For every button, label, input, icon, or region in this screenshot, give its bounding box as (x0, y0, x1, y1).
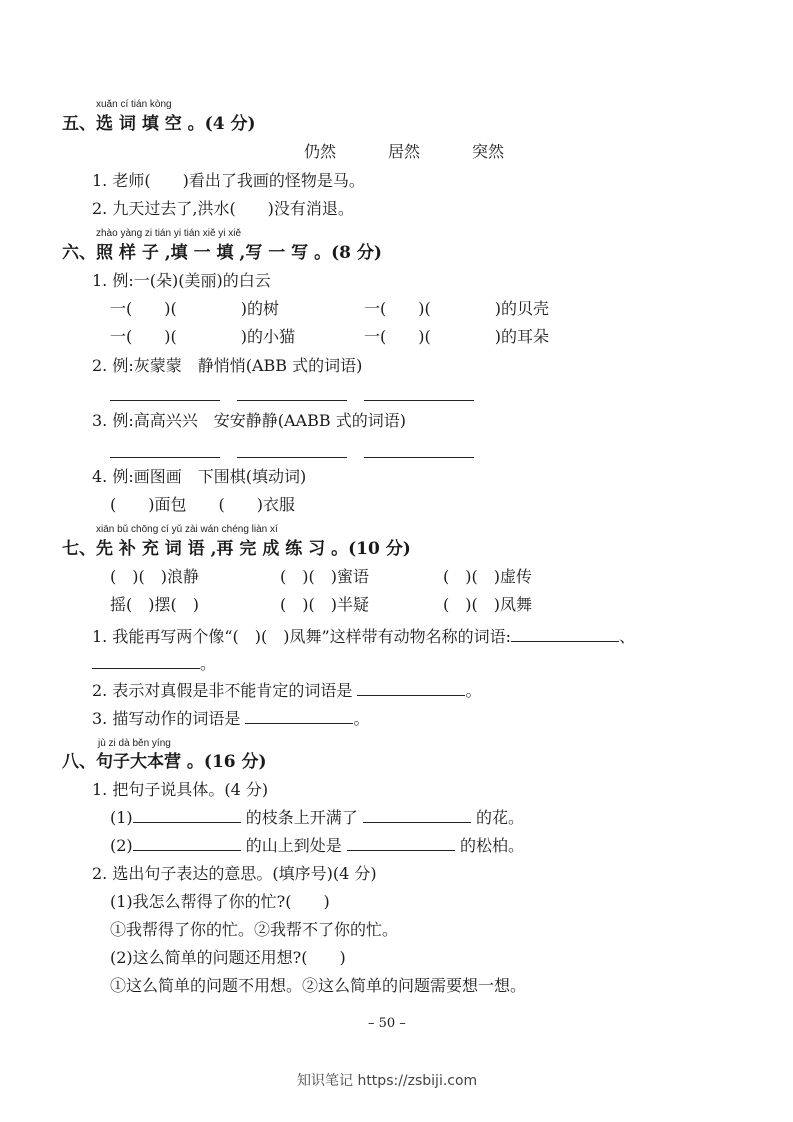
s7-title: 七、先 补 充 词 语 ,再 完 成 练 习 。(10 分) (62, 539, 411, 559)
s8-q1a (110, 808, 524, 828)
s8-q1b-blank-2[interactable] (347, 836, 455, 851)
s6-row1a: 一( )( )的树 (110, 299, 279, 318)
s5-q1: 1. 老师( )看出了我画的怪物是马。 (92, 171, 365, 190)
s7-q1-blank-2[interactable] (92, 654, 200, 669)
s7-q3-blank[interactable] (245, 709, 353, 724)
s7-q2-blank[interactable] (357, 681, 465, 696)
s7-q3-text: 3. 描写动作的词语是 (92, 709, 241, 728)
s7-q2 (92, 681, 481, 701)
s8-q1: 1. 把句子说具体。(4 分) (92, 780, 269, 799)
s7-q1-end: 。 (200, 654, 217, 673)
s7-q1-blank-1[interactable] (511, 627, 619, 642)
s8-q1a-pre: (1) (110, 808, 133, 827)
s8-pinyin: jù zi dà běn yíng (98, 738, 171, 749)
s6-row2b: 一( )( )的耳朵 (364, 327, 549, 346)
s5-option-2: 居然 (388, 142, 421, 161)
s8-q2b: (2)这么简单的问题还用想?( ) (110, 948, 346, 967)
s6-pinyin: zhào yàng zi tián yi tián xiě yi xiě (96, 228, 242, 239)
s5-title: 五、选 词 填 空 。(4 分) (62, 114, 256, 134)
s6-q3-answer-line-1[interactable] (110, 457, 220, 458)
s8-q2b-options: ①这么简单的问题不用想。②这么简单的问题需要想一想。 (110, 976, 527, 995)
s5-option-3: 突然 (472, 142, 505, 161)
s8-q1b-mid: 的山上到处是 (245, 836, 342, 855)
s5-option-1: 仍然 (304, 142, 337, 161)
s6-row1b: 一( )( )的贝壳 (364, 299, 549, 318)
s7-q2-end: 。 (465, 681, 482, 700)
s8-q1b-end: 的松柏。 (459, 836, 524, 855)
s6-q4-example: 4. 例:画图画 下围棋(填动词) (92, 467, 307, 486)
s6-q4-row: ( )面包 ( )衣服 (110, 495, 295, 514)
s8-q1b-pre: (2) (110, 836, 133, 855)
s6-q2-answer-line-3[interactable] (364, 400, 474, 401)
s6-q3-example: 3. 例:高高兴兴 安安静静(AABB 式的词语) (92, 411, 406, 430)
s7-q2-text: 2. 表示对真假是非不能肯定的词语是 (92, 681, 353, 700)
s8-q2a-options: ①我帮得了你的忙。②我帮不了你的忙。 (110, 920, 399, 939)
s8-q1a-blank-2[interactable] (363, 808, 471, 823)
s7-q1-text: 1. 我能再写两个像“( )( )凤舞”这样带有动物名称的词语: (92, 627, 512, 646)
s6-row2a: 一( )( )的小猫 (110, 327, 295, 346)
page-number: – 50 – (368, 1016, 406, 1031)
s7-word-r2-1: 摇( )摆( ) (110, 595, 199, 614)
s6-q2-answer-line-1[interactable] (110, 400, 220, 401)
s6-q3-answer-line-2[interactable] (237, 457, 347, 458)
s7-q1 (92, 627, 635, 647)
s8-q2: 2. 选出句子表达的意思。(填序号)(4 分) (92, 864, 377, 883)
s8-q1a-end: 的花。 (475, 808, 524, 827)
s5-pinyin: xuǎn cí tián kòng (96, 99, 172, 110)
s7-q3-end: 。 (353, 709, 370, 728)
s7-word-r2-2: ( )( )半疑 (280, 595, 369, 614)
s7-q1-sep: 、 (619, 627, 636, 646)
s7-word-r1-2: ( )( )蜜语 (280, 567, 369, 586)
s7-word-r1-3: ( )( )虚传 (443, 567, 532, 586)
s8-q2a: (1)我怎么帮得了你的忙?( ) (110, 892, 330, 911)
s8-q1a-mid: 的枝条上开满了 (245, 808, 358, 827)
s6-q2-example: 2. 例:灰蒙蒙 静悄悄(ABB 式的词语) (92, 356, 363, 375)
s5-q2: 2. 九天过去了,洪水( )没有消退。 (92, 199, 354, 218)
s7-q3 (92, 709, 369, 729)
s7-q1-cont (92, 654, 216, 674)
watermark-footer: 知识笔记 https://zsbiji.com (297, 1073, 478, 1089)
s6-q2-answer-line-2[interactable] (237, 400, 347, 401)
s6-q3-answer-line-3[interactable] (364, 457, 474, 458)
s8-q1b-blank-1[interactable] (133, 836, 241, 851)
s8-q1b (110, 836, 524, 856)
s8-title: 八、句子大本营 。(16 分) (62, 752, 267, 772)
s7-pinyin: xiān bǔ chōng cí yǔ zài wán chéng liàn xí (96, 524, 278, 535)
s7-word-r2-3: ( )( )凤舞 (443, 595, 532, 614)
s6-q1-example: 1. 例:一(朵)(美丽)的白云 (92, 271, 271, 290)
s7-word-r1-1: ( )( )浪静 (110, 567, 199, 586)
s8-q1a-blank-1[interactable] (133, 808, 241, 823)
s6-title: 六、照 样 子 ,填 一 填 ,写 一 写 。(8 分) (62, 243, 382, 263)
